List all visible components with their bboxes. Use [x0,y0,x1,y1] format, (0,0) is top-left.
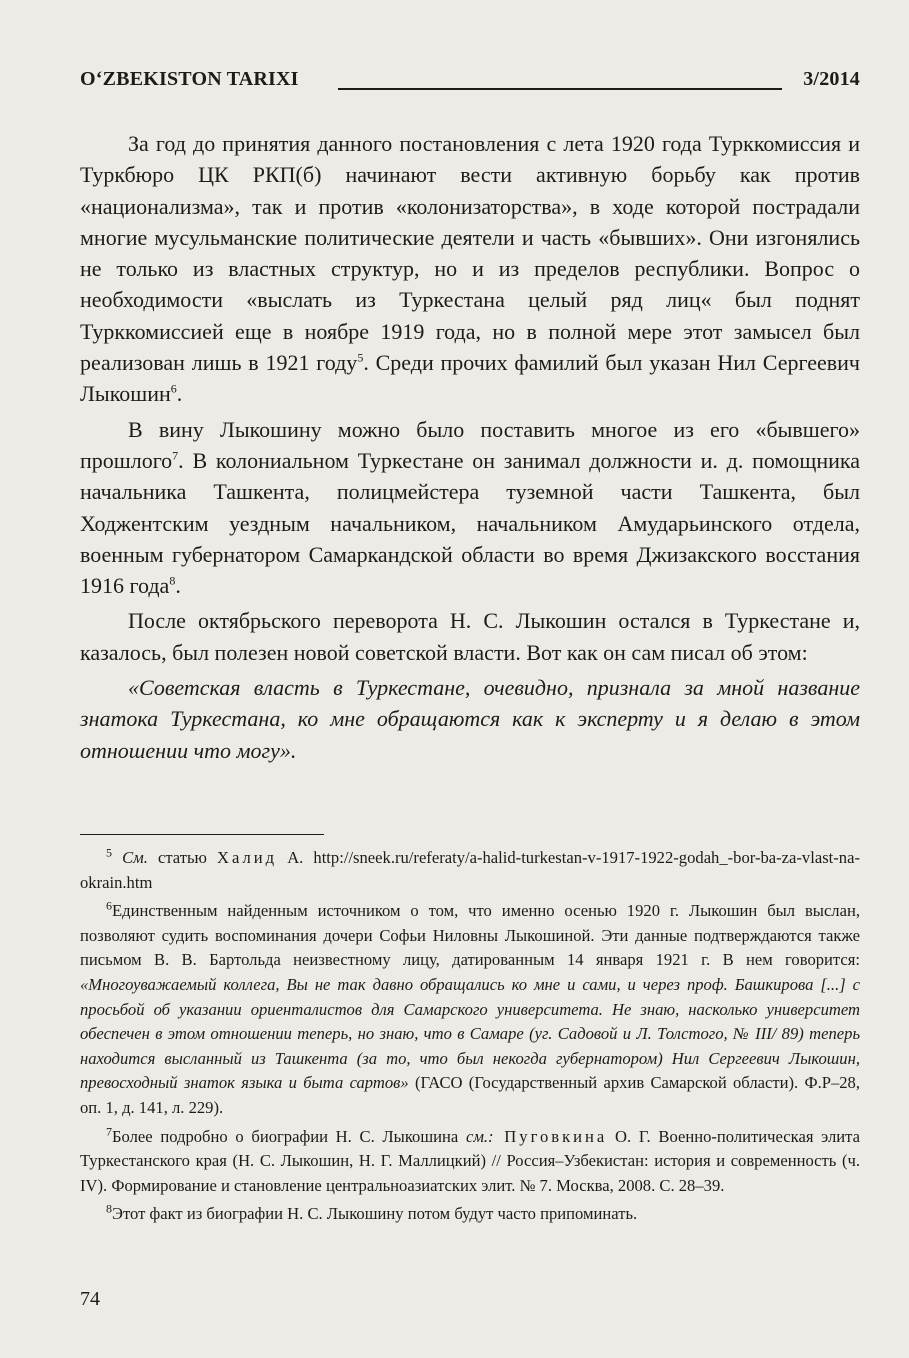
footnote-ref[interactable]: 8 [169,573,176,588]
footnote-number: 7 [106,1124,112,1138]
block-quote: «Советская власть в Туркестане, очевидно, признала за мной название знатока Туркестана, ко мне обращаются как к эксперту и я делаю в этом отношении что могу». [80,675,860,763]
footnote-8: $^8$Этот факт из биографии Н. С. Лыкошину потом будут часто припоминать. [106,1201,638,1224]
footnote-number: 6 [106,898,112,913]
footnote-ref[interactable]: 7 [172,448,179,463]
footnote-5: $^5$ См. статью Халид А. http://sneek.ru/referaty/a-halid-turkestan-v-1917-1922-godah_-bor-ba-za-vlast-na-okrain.htm [80,845,860,892]
paragraph: После октябрьского переворота Н. С. Лыкошин остался в Туркестане и, казалось, был полезен новой советской власти. Вот как он сам писал об этом: [80,608,860,665]
source-link[interactable]: А. http://sneek.ru/referaty/a-halid-turkestan-v-1917-1922-godah_-bor-ba-za-vlast-na-okrain.htm [80,848,860,892]
footnotes [80,846,860,1231]
footnote-7: $^7$Более подробно о биографии Н. С. Лыкошина см.: Пуговкина О. Г. Военно-политическая элита Туркестанского края (Н. С. Лыкошин, Н. Г. Маллицкий) // Россия–Узбекистан: история и современность (ч. IV). Формирование и становление центральноазиатских элит. № 7. Москва, 2008. С. 28–39. [80,1124,860,1195]
paragraph: За год до принятия данного постановления с лета 1920 года Турккомиссия и Туркбюро ЦК РКП(б) начинают вести активную борьбу как против «национализма», так и против «колонизаторства», в ходе которой пострадали многие мусульманские политические деятели и часть «бывших». Они изгонялись не только из властных структур, но и из пределов республики. Вопрос о необходимости «выслать из Туркестана целый ряд лиц« был поднят Турккомиссией еще в ноябре 1919 года, но в полной мере этот замысел был реализован лишь в 1921 году$^5$. Среди прочих фамилий был указан Нил Сергеевич Лыкошин$^6$. [80,131,860,407]
journal-title: O‘ZBEKISTON TARIXI [80,68,299,90]
footnote-number: 8 [106,1201,112,1216]
footnote-number: 5 [106,845,112,860]
running-header [80,62,860,96]
main-text [80,128,860,770]
paragraph: В вину Лыкошину можно было поставить многое из его «бывшего» прошлого$^7$. В колониальном Туркестане он занимал должности и. д. помощника начальника Ташкента, полицмейстера туземной части Ташкента, был Ходжентским уездным начальником, начальником Амударьинского отдела, военным губернатором Самаркандской области во время Джизакского восстания 1916 года$^8$. [80,416,860,599]
footnote-ref[interactable]: 5 [357,350,364,365]
header-rule [338,88,782,90]
footnote-separator [80,834,324,835]
footnote-ref[interactable]: 6 [170,382,177,397]
issue-number: 3/2014 [803,68,860,90]
footnote-6: $^6$Единственным найденным источником о том, что именно осенью 1920 г. Лыкошин был выслан, позволяют судить воспоминания дочери Софьи Ниловны Лыкошиной. Эти данные подтверждаются также письмом В. В. Бартольда неизвестному лицу, датированным 14 января 1921 г. В нем говорится: «Многоуважаемый коллега, Вы не так давно обращались ко мне и сами, и через проф. Башкирова [...] с просьбой об указании ориенталистов для Самарского университета. Не знаю, насколько университет обеспечен в этом отношении теперь, но знаю, что в Самаре (уг. Садовой и Л. Толстого, № III/ 89) теперь находится высланный из Ташкента (за то, что был некогда губернатором) Нил Сергеевич Лыкошин, превосходный знаток языка и быта сартов» (ГАСО (Государственный архив Самарской области). Ф.Р–28, оп. 1, д. 141, л. 229). [80,898,860,1117]
page-number: 74 [80,1288,100,1310]
